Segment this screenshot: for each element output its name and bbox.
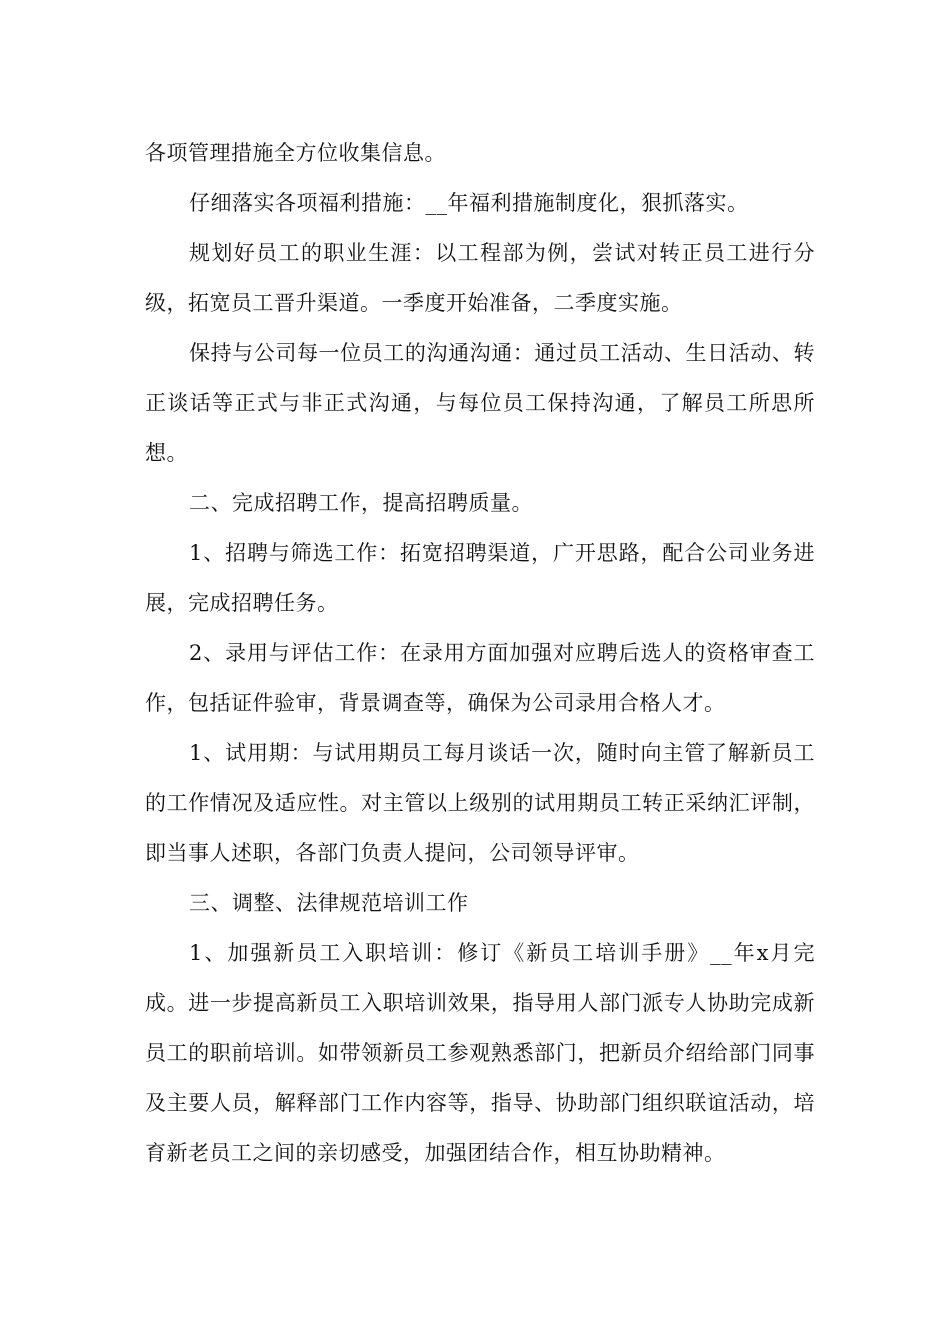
- paragraph-continuation: 各项管理措施全方位收集信息。: [145, 141, 446, 165]
- paragraph-probation: 1、试用期：与试用期员工每月谈话一次，随时向主管了解新员工的工作情况及适应性。对主管以上级别的试用期员工转正采纳汇评制，即当事人述职，各部门负责人提问，公司领导评审。: [145, 741, 815, 865]
- paragraph-career-plan: 规划好员工的职业生涯：以工程部为例，尝试对转正员工进行分级，拓宽员工晋升渠道。一季度开始准备，二季度实施。: [145, 241, 815, 315]
- section-heading-training: 三、调整、法律规范培训工作: [189, 891, 469, 915]
- paragraph-recruit-screen: 1、招聘与筛选工作：拓宽招聘渠道，广开思路，配合公司业务进展，完成招聘任务。: [145, 541, 815, 615]
- document-body: [145, 128, 815, 1178]
- section-heading-recruitment: 二、完成招聘工作，提高招聘质量。: [189, 491, 533, 515]
- paragraph-onboarding-training: 1、加强新员工入职培训：修订《新员工培训手册》__年x月完成。进一步提高新员工入职培训效果，指导用人部门派专人协助完成新员工的职前培训。如带领新员工参观熟悉部门，把新员介绍给部门同事及主要人员，解释部门工作内容等，指导、协助部门组织联谊活动，培育新老员工之间的亲切感受，加强团结合作，相互协助精神。: [145, 941, 815, 1165]
- paragraph-hiring-evaluation: 2、录用与评估工作：在录用方面加强对应聘后选人的资格审查工作，包括证件验审，背景调查等，确保为公司录用合格人才。: [145, 641, 815, 715]
- paragraph-communication: 保持与公司每一位员工的沟通沟通：通过员工活动、生日活动、转正谈话等正式与非正式沟通，与每位员工保持沟通，了解员工所思所想。: [145, 341, 815, 465]
- paragraph-welfare: 仔细落实各项福利措施：__年福利措施制度化，狠抓落实。: [189, 191, 749, 215]
